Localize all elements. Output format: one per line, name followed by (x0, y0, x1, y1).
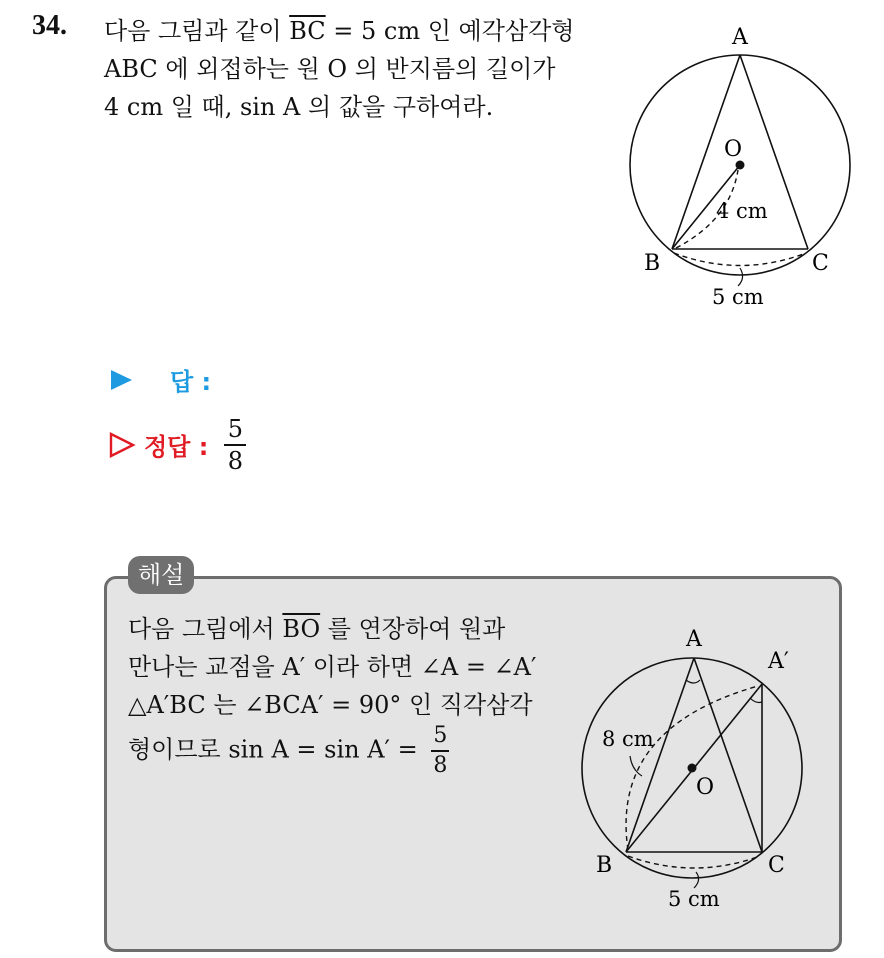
correct-answer-label: 정답 : (144, 433, 209, 462)
correct-answer-fraction (224, 416, 246, 474)
angle-mark-a-prime (750, 698, 762, 703)
figure-inscribed-triangle (620, 20, 870, 320)
side-pointer-2 (694, 872, 699, 888)
label-o-2: O (696, 775, 715, 800)
side-brace (674, 253, 806, 266)
diameter-pointer (630, 756, 642, 776)
label-b-2: B (596, 853, 613, 878)
label-a-2: A (686, 627, 702, 652)
play-arrow-icon (108, 367, 134, 393)
side-pointer (738, 268, 743, 286)
answer-row (108, 362, 211, 397)
outline-arrow-icon (108, 431, 136, 459)
radius-label: 4 cm (716, 199, 768, 223)
label-c: C (812, 251, 829, 276)
segment-bc: $\overline{BC}$ (289, 17, 326, 45)
question-line-2: ABC 에 외접하는 원 O 의 반지름의 길이가 (104, 55, 556, 83)
explanation-fraction: $\frac{5}{8}$ (433, 723, 448, 778)
explanation-text (128, 610, 568, 778)
explanation-line-2: 만나는 교점을 A′ 이라 하면 ∠A = ∠A′ (128, 653, 537, 681)
label-b: B (644, 251, 661, 276)
explanation-line-3: △A′BC 는 ∠BCA′ = 90° 인 직각삼각 (128, 691, 533, 719)
label-a: A (732, 25, 748, 50)
figure-extended-diameter (570, 618, 830, 918)
label-o: O (724, 137, 743, 162)
explanation-line-4: 형이므로 sin A = sin A′ = $\frac{5}{8}$ (128, 723, 448, 778)
answer-label: 답 : (170, 368, 212, 396)
label-c-2: C (768, 853, 785, 878)
fraction-numerator: 5 (227, 415, 243, 443)
question-text (104, 12, 614, 126)
fraction-denominator: 8 (227, 446, 243, 475)
question-line-3: 4 cm 일 때, sin A 의 값을 구하여라. (104, 93, 494, 121)
angle-mark-a (686, 680, 700, 683)
explanation-tag: 해설 (128, 556, 194, 594)
side-label: 5 cm (712, 285, 764, 309)
explanation-line-1: 다음 그림에서 $\overline{BO}$ 를 연장하여 원과 (128, 615, 506, 643)
diameter-label: 8 cm (602, 727, 654, 751)
center-dot-2 (688, 764, 697, 773)
segment-bo: $\overline{BO}$ (282, 615, 321, 643)
question-line-1: 다음 그림과 같이 $\overline{BC} = 5$ cm 인 예각삼각형 (104, 17, 575, 45)
side-label-2: 5 cm (668, 887, 720, 911)
label-a-prime: A′ (768, 649, 789, 674)
correct-answer-row (108, 416, 246, 474)
question-number: 34. (32, 10, 67, 41)
side-ab-2 (626, 658, 694, 852)
